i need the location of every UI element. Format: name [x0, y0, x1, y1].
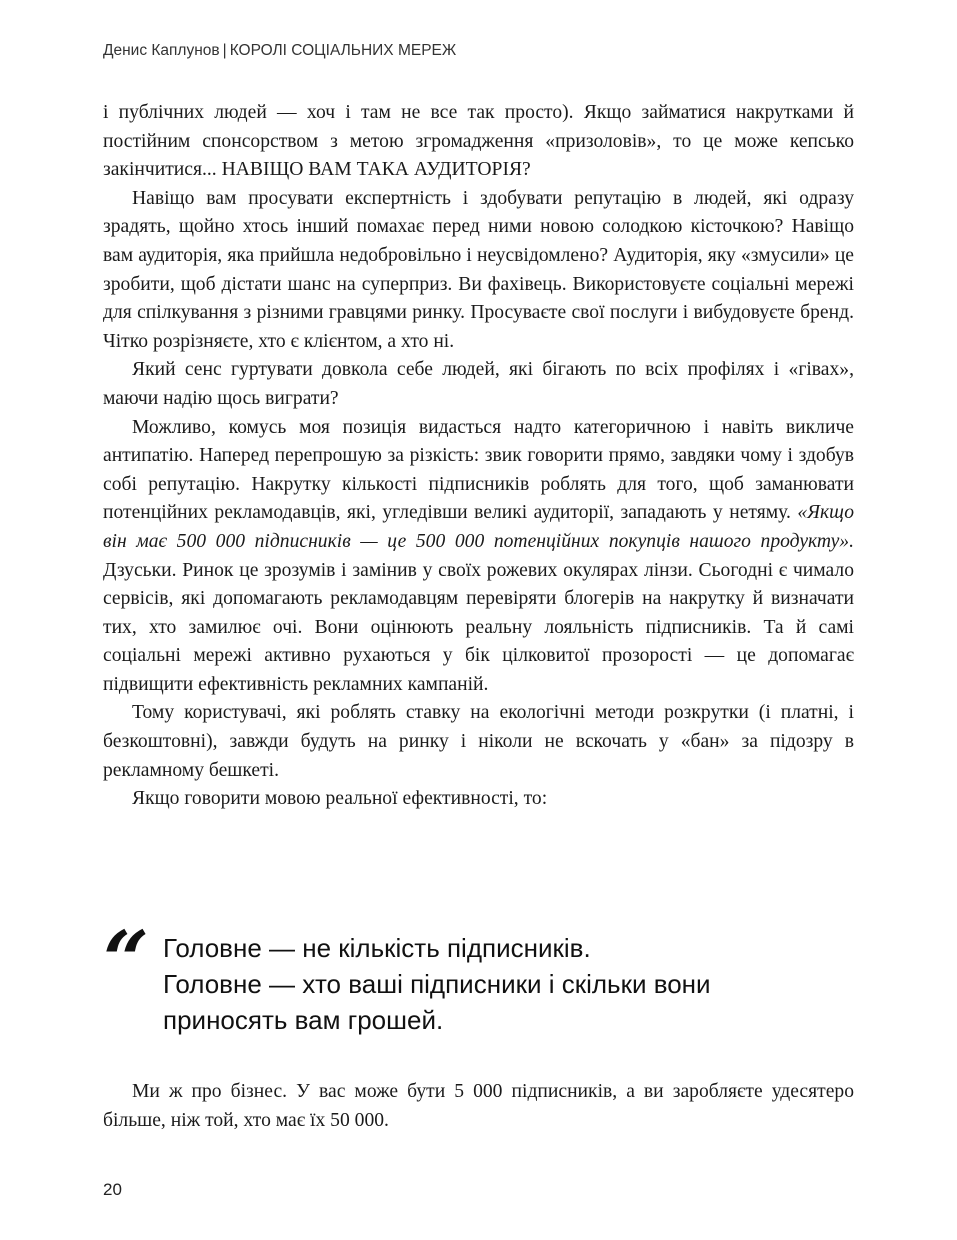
quote-mark-icon: “ — [103, 913, 150, 1007]
paragraph-5: Тому користувачі, які роблять ставку на екологічні методи розкрутки (і платні, і безкоштовні), завжди будуть на ринку і ніколи не вскочать у «бан» за підозру в рекламному бешкеті. — [103, 702, 854, 781]
closing-paragraph: Ми ж про бізнес. У вас може бути 5 000 підписників, а ви заробляєте удесятеро більше, ніж той, хто має їх 50 000. — [103, 1081, 854, 1131]
pull-quote-line-1: Головне — не кількість підписників. — [163, 933, 591, 963]
body-text — [103, 99, 854, 814]
paragraph-1: і публічних людей — хоч і там не все так просто). Якщо займатися накрутками й постійним спонсорством з метою згромадження «призоловів», то це може кепсько закінчитися... НАВІЩО ВАМ ТАКА АУДИТОРІЯ? — [103, 102, 854, 181]
page-number: 20 — [103, 1180, 122, 1199]
header-author: Денис Каплунов — [103, 42, 220, 59]
paragraph-3: Який сенс гуртувати довкола себе людей, які бігають по всіх профілях і «гівах», маючи надію щось виграти? — [103, 359, 854, 409]
pull-quote-line-3: приносять вам грошей. — [163, 1005, 444, 1035]
running-header — [103, 42, 456, 60]
paragraph-4 — [103, 414, 854, 700]
paragraph-4-part-2: Дзуськи. Ринок це зрозумів і замінив у своїх рожевих окулярах лінзи. Сьогодні є чимало сервісів, які допомагають рекламодавцям перевіряти блогерів на накрутку й визначати тих, хто замилює очі. Вони оцінюють реальну лояльність підписників. Та й самі соціальні мережі активно рухаються у бік цілковитої прозорості — це допомагає підвищити ефективність рекламних кампаній. — [103, 559, 854, 695]
closing-text — [103, 1078, 854, 1135]
header-separator: | — [222, 42, 227, 59]
header-book-title: КОРОЛІ СОЦІАЛЬНИХ МЕРЕЖ — [229, 42, 457, 59]
pull-quote-line-2: Головне — хто ваші підписники і скільки вони — [163, 969, 711, 999]
paragraph-4-part-1: Можливо, комусь моя позиція видасться надто категоричною і навіть викличе антипатію. Наперед перепрошую за різкість: звик говорити прямо, завдяки чому і здобув собі репутацію. Накрутку кількості підписників роблять для того, щоб заманювати потенційних рекламодавців, які, угледівши великі аудиторії, западають у нетяму. — [103, 416, 854, 524]
paragraph-4-italic-quote: «Якщо він має 500 000 підписників — це 500 000 потенційних покупців нашого продукту». — [103, 502, 854, 552]
pull-quote-text — [163, 930, 853, 1038]
paragraph-6: Якщо говорити мовою реальної ефективності, то: — [132, 788, 548, 810]
paragraph-2: Навіщо вам просувати експертність і здобувати репутацію в людей, які одразу зрадять, щойно хтось інший помахає перед ними новою солодкою кісточкою? Навіщо вам аудиторія, яка прийшла недобровільно і неусвідомлено? Аудиторія, яку «змусили» це зробити, щоб дістати шанс на суперприз. Ви фахівець. Використовуєте соціальні мережі для спілкування з різними гравцями ринку. Просуваєте свої послуги і вибудовуєте бренд. Чітко розрізняєте, хто є клієнтом, а хто ні. — [103, 187, 854, 352]
